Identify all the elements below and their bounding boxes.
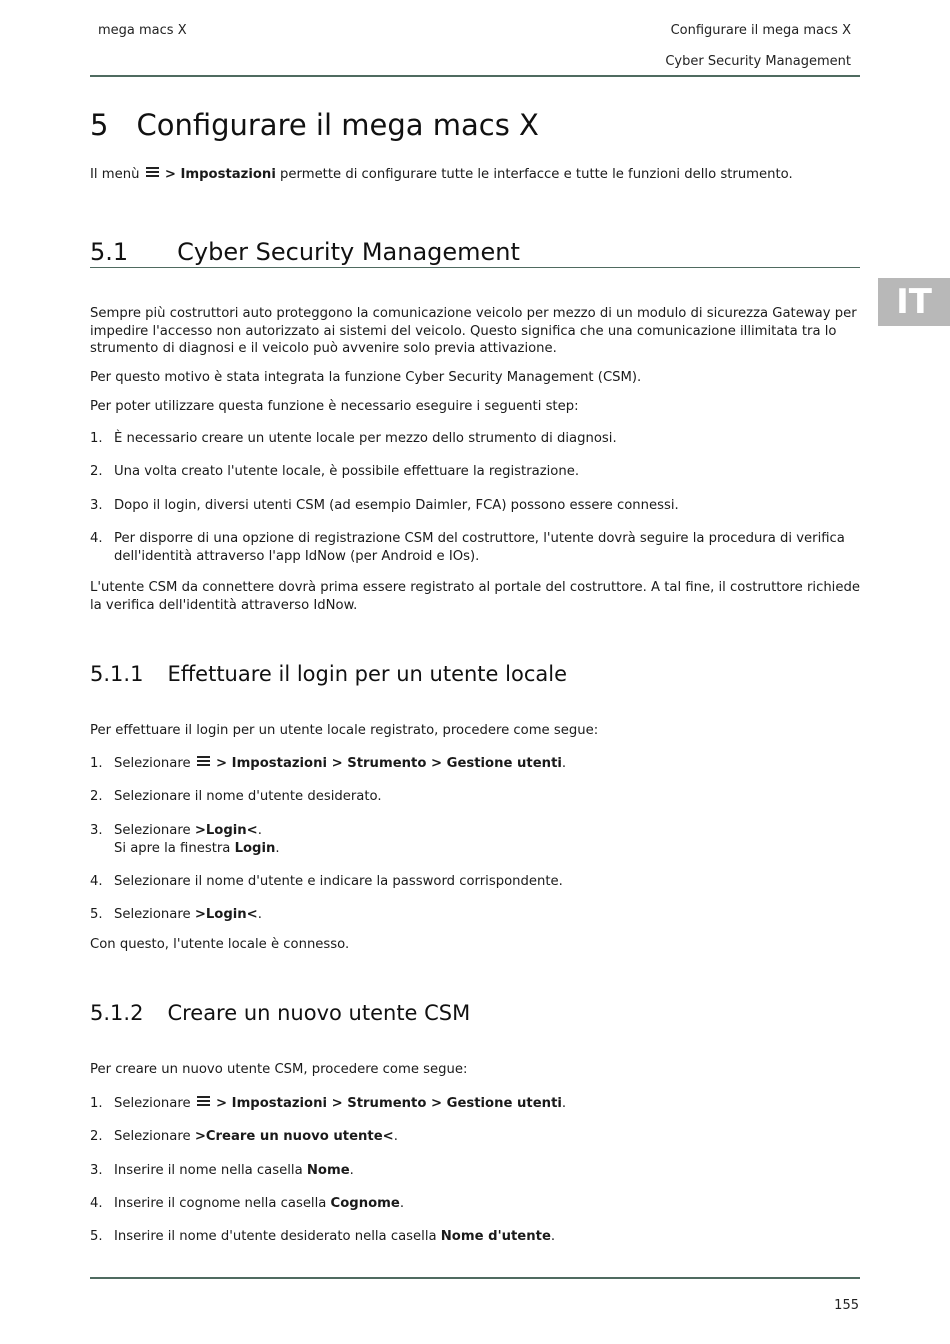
list-number: 4. (90, 874, 103, 889)
button-label-ref: >Login< (194, 907, 258, 922)
intro-text-rest: permette di configurare tutte le interfacce e tutte le funzioni dello strumento. (280, 167, 793, 182)
paragraph: Per questo motivo è stata integrata la funzione Cyber Security Management (CSM). (90, 370, 642, 385)
step-text: Selezionare (114, 1096, 191, 1111)
chapter-title: Configurare il mega macs X (136, 108, 539, 142)
list-text: Dopo il login, diversi utenti CSM (ad esempio Daimler, FCA) possono essere connessi. (114, 498, 679, 513)
list-number: 1. (90, 756, 103, 771)
section-title: Creare un nuovo utente CSM (167, 1001, 471, 1025)
list-number: 1. (90, 1096, 103, 1111)
paragraph: L'utente CSM da connettere dovrà prima essere registrato al portale del costruttore. A tal fine, il costruttore richiede la verifica dell'identità attraverso IdNow. (90, 580, 860, 613)
menu-path: > Impostazioni > Strumento > Gestione utenti (216, 1096, 562, 1111)
paragraph: Per creare un nuovo utente CSM, procedere come segue: (90, 1062, 468, 1077)
list-text (114, 1128, 862, 1146)
button-label-ref: >Creare un nuovo utente< (194, 1129, 394, 1144)
step-text: Selezionare (114, 823, 191, 838)
list-number: 2. (90, 789, 103, 804)
section-rule (90, 267, 860, 268)
step-text: Selezionare (114, 1129, 191, 1144)
list-text (114, 1228, 862, 1246)
list-text: Una volta creato l'utente locale, è possibile effettuare la registrazione. (114, 464, 580, 479)
step-text: Inserire il cognome nella casella (114, 1196, 327, 1211)
list-number: 5. (90, 907, 103, 922)
punctuation: . (349, 1163, 354, 1178)
list-number: 3. (90, 498, 103, 513)
section-heading-5-1-1 (90, 662, 567, 686)
punctuation: . (561, 756, 567, 771)
punctuation: . (550, 1229, 556, 1244)
section-number: 5.1.1 (90, 662, 144, 686)
intro-menu-path: > Impostazioni (164, 167, 276, 182)
paragraph: Con questo, l'utente locale è connesso. (90, 937, 350, 952)
punctuation: . (393, 1129, 398, 1144)
chapter-intro (90, 166, 862, 184)
chapter-number: 5 (90, 108, 109, 142)
section-title: Effettuare il login per un utente locale (167, 662, 567, 686)
punctuation: . (257, 823, 262, 838)
list-text: Selezionare il nome d'utente e indicare la password corrispondente. (114, 874, 563, 889)
paragraph: Per effettuare il login per un utente locale registrato, procedere come segue: (90, 723, 599, 738)
list-text: Per disporre di una opzione di registrazione CSM del costruttore, l'utente dovrà seguire la procedura di verifica dell'identità attraverso l'app IdNow (per Android e IOs). (114, 531, 845, 564)
list-number: 5. (90, 1229, 103, 1244)
menu-icon (197, 756, 210, 766)
section-number: 5.1.2 (90, 1001, 144, 1025)
paragraph: Per poter utilizzare questa funzione è necessario eseguire i seguenti step: (90, 399, 579, 414)
paragraph: Sempre più costruttori auto proteggono la comunicazione veicolo per mezzo di un modulo di sicurezza Gateway per impedire l'accesso non autorizzato ai sistemi del veicolo. Questo significa che una comunicazione illimitata tra lo strumento di diagnosi e il veicolo può avvenire solo previa attivazione. (90, 306, 857, 356)
step-text: Selezionare (114, 756, 191, 771)
page-number: 155 (834, 1298, 859, 1313)
header-chapter-title: Configurare il mega macs X (670, 23, 851, 38)
punctuation: . (561, 1096, 567, 1111)
list-text: Selezionare il nome d'utente desiderato. (114, 789, 382, 804)
list-number: 4. (90, 531, 103, 546)
menu-icon (197, 1096, 210, 1106)
step-text: Inserire il nome nella casella (114, 1163, 303, 1178)
menu-icon (146, 167, 159, 177)
header-product-name: mega macs X (98, 23, 187, 38)
list-number: 3. (90, 823, 103, 838)
window-name-ref: Login (234, 840, 276, 856)
punctuation: . (257, 907, 262, 922)
step-text: Inserire il nome d'utente desiderato nella casella (114, 1229, 437, 1244)
list-number: 2. (90, 1129, 103, 1144)
list-text (114, 1195, 862, 1213)
list-number: 2. (90, 464, 103, 479)
step-text: Selezionare (114, 907, 191, 922)
list-text (114, 822, 862, 857)
step-text: Si apre la finestra (114, 840, 231, 856)
intro-text: Il menù (90, 167, 140, 182)
list-number: 3. (90, 1163, 103, 1178)
punctuation: . (275, 840, 280, 856)
language-tab: IT (878, 278, 950, 326)
field-name-ref: Cognome (330, 1196, 400, 1211)
header-section-title: Cyber Security Management (665, 54, 851, 69)
list-text (114, 906, 862, 924)
list-number: 4. (90, 1196, 103, 1211)
section-title: Cyber Security Management (177, 238, 520, 266)
chapter-heading (90, 108, 539, 142)
section-number: 5.1 (90, 238, 129, 266)
list-text: È necessario creare un utente locale per mezzo dello strumento di diagnosi. (114, 431, 617, 446)
section-heading-5-1 (90, 238, 520, 266)
list-text (114, 1162, 862, 1180)
list-text (114, 1095, 862, 1113)
header-rule (90, 75, 860, 77)
section-heading-5-1-2 (90, 1001, 470, 1025)
footer-rule (90, 1277, 860, 1279)
list-text (114, 755, 862, 773)
field-name-ref: Nome (306, 1163, 350, 1178)
punctuation: . (399, 1196, 405, 1211)
list-number: 1. (90, 431, 103, 446)
button-label-ref: >Login< (194, 823, 258, 838)
menu-path: > Impostazioni > Strumento > Gestione utenti (216, 756, 562, 771)
field-name-ref: Nome d'utente (440, 1229, 551, 1244)
